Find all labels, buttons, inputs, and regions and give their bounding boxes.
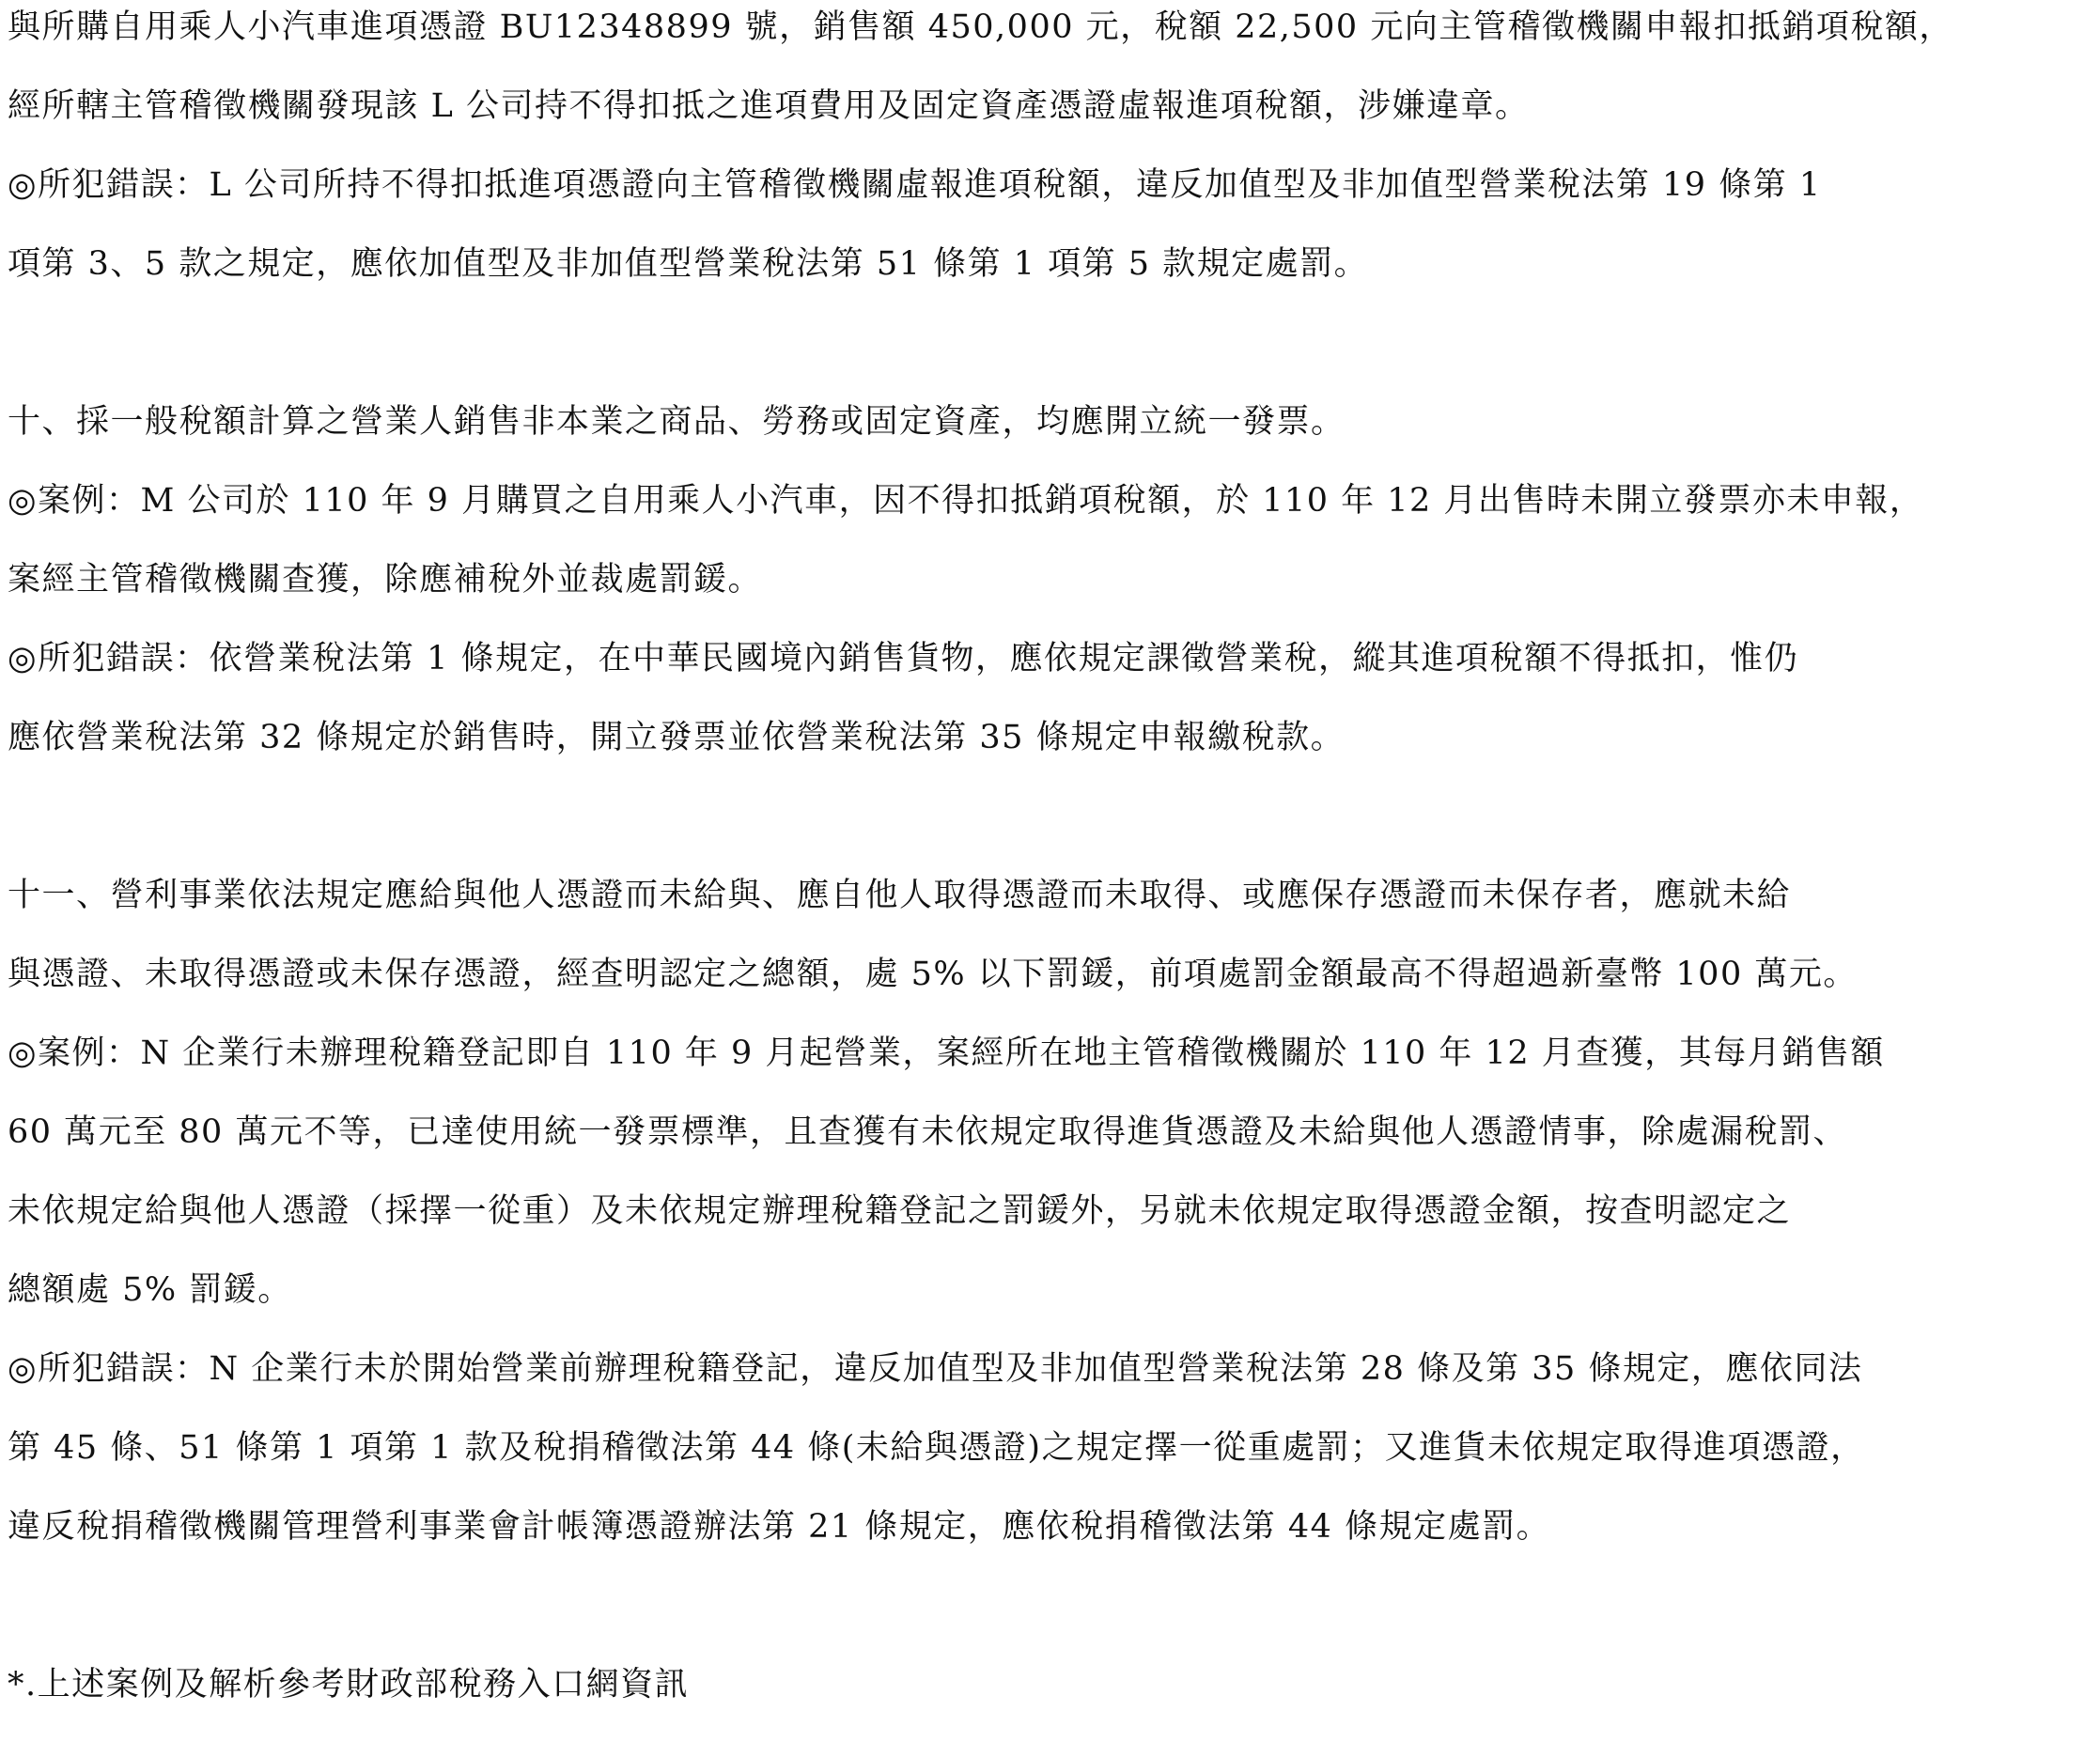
- case-example-line: ◎案例：N 企業行未辦理稅籍登記即自 110 年 9 月起營業，案經所在地主管稽徵機關於 110 年 12 月查獲，其每月銷售額: [8, 1035, 1885, 1072]
- paragraph-line: 案經主管稽徵機關查獲，除應補稅外並裁處罰鍰。: [8, 561, 763, 599]
- error-analysis-line: ◎所犯錯誤：L 公司所持不得扣抵進項憑證向主管稽徵機關虛報進項稅額，違反加值型及非加值型營業稅法第 19 條第 1: [8, 166, 1822, 204]
- error-analysis-line: ◎所犯錯誤：N 企業行未於開始營業前辦理稅籍登記，違反加值型及非加值型營業稅法第 28 條及第 35 條規定，應依同法: [8, 1350, 1863, 1388]
- paragraph-line: 違反稅捐稽徵機關管理營利事業會計帳簿憑證辦法第 21 條規定，應依稅捐稽徵法第 44 條規定處罰。: [8, 1508, 1551, 1546]
- paragraph-line: 總額處 5% 罰鍰。: [8, 1271, 292, 1309]
- paragraph-line: 與所購自用乘人小汽車進項憑證 BU12348899 號，銷售額 450,000 元，稅額 22,500 元向主管稽徵機關申報扣抵銷項稅額，: [8, 8, 1953, 46]
- error-analysis-line: ◎所犯錯誤：依營業稅法第 1 條規定，在中華民國境內銷售貨物，應依規定課徵營業稅，縱其進項稅額不得抵扣，惟仍: [8, 640, 1799, 677]
- paragraph-line: 未依規定給與他人憑證（採擇一從重）及未依規定辦理稅籍登記之罰鍰外，另就未依規定取得憑證金額，按查明認定之: [8, 1192, 1792, 1230]
- paragraph-line: 第 45 條、51 條第 1 項第 1 款及稅捐稽徵法第 44 條(未給與憑證)之規定擇一從重處罰；又進貨未依規定取得進項憑證，: [8, 1429, 1865, 1467]
- paragraph-line: 項第 3、5 款之規定，應依加值型及非加值型營業稅法第 51 條第 1 項第 5 款規定處罰。: [8, 245, 1369, 283]
- footnote-text: *.上述案例及解析參考財政部稅務入口網資訊: [8, 1666, 690, 1704]
- section-heading: 十一、營利事業依法規定應給與他人憑證而未給與、應自他人取得憑證而未取得、或應保存憑證而未保存者，應就未給: [8, 877, 1792, 914]
- section-heading: 十、採一般稅額計算之營業人銷售非本業之商品、勞務或固定資產，均應開立統一發票。: [8, 403, 1346, 441]
- paragraph-line: 60 萬元至 80 萬元不等，已達使用統一發票標準，且查獲有未依規定取得進貨憑證及未給與他人憑證情事，除處漏稅罰、: [8, 1113, 1847, 1151]
- paragraph-line: 經所轄主管稽徵機關發現該 L 公司持不得扣抵之進項費用及固定資產憑證虛報進項稅額，涉嫌違章。: [8, 87, 1530, 125]
- paragraph-line: 應依營業稅法第 32 條規定於銷售時，開立發票並依營業稅法第 35 條規定申報繳稅款。: [8, 719, 1346, 756]
- paragraph-line: 與憑證、未取得憑證或未保存憑證，經查明認定之總額，處 5% 以下罰鍰，前項處罰金額最高不得超過新臺幣 100 萬元。: [8, 956, 1858, 993]
- case-example-line: ◎案例：M 公司於 110 年 9 月購買之自用乘人小汽車，因不得扣抵銷項稅額，於 110 年 12 月出售時未開立發票亦未申報，: [8, 482, 1924, 520]
